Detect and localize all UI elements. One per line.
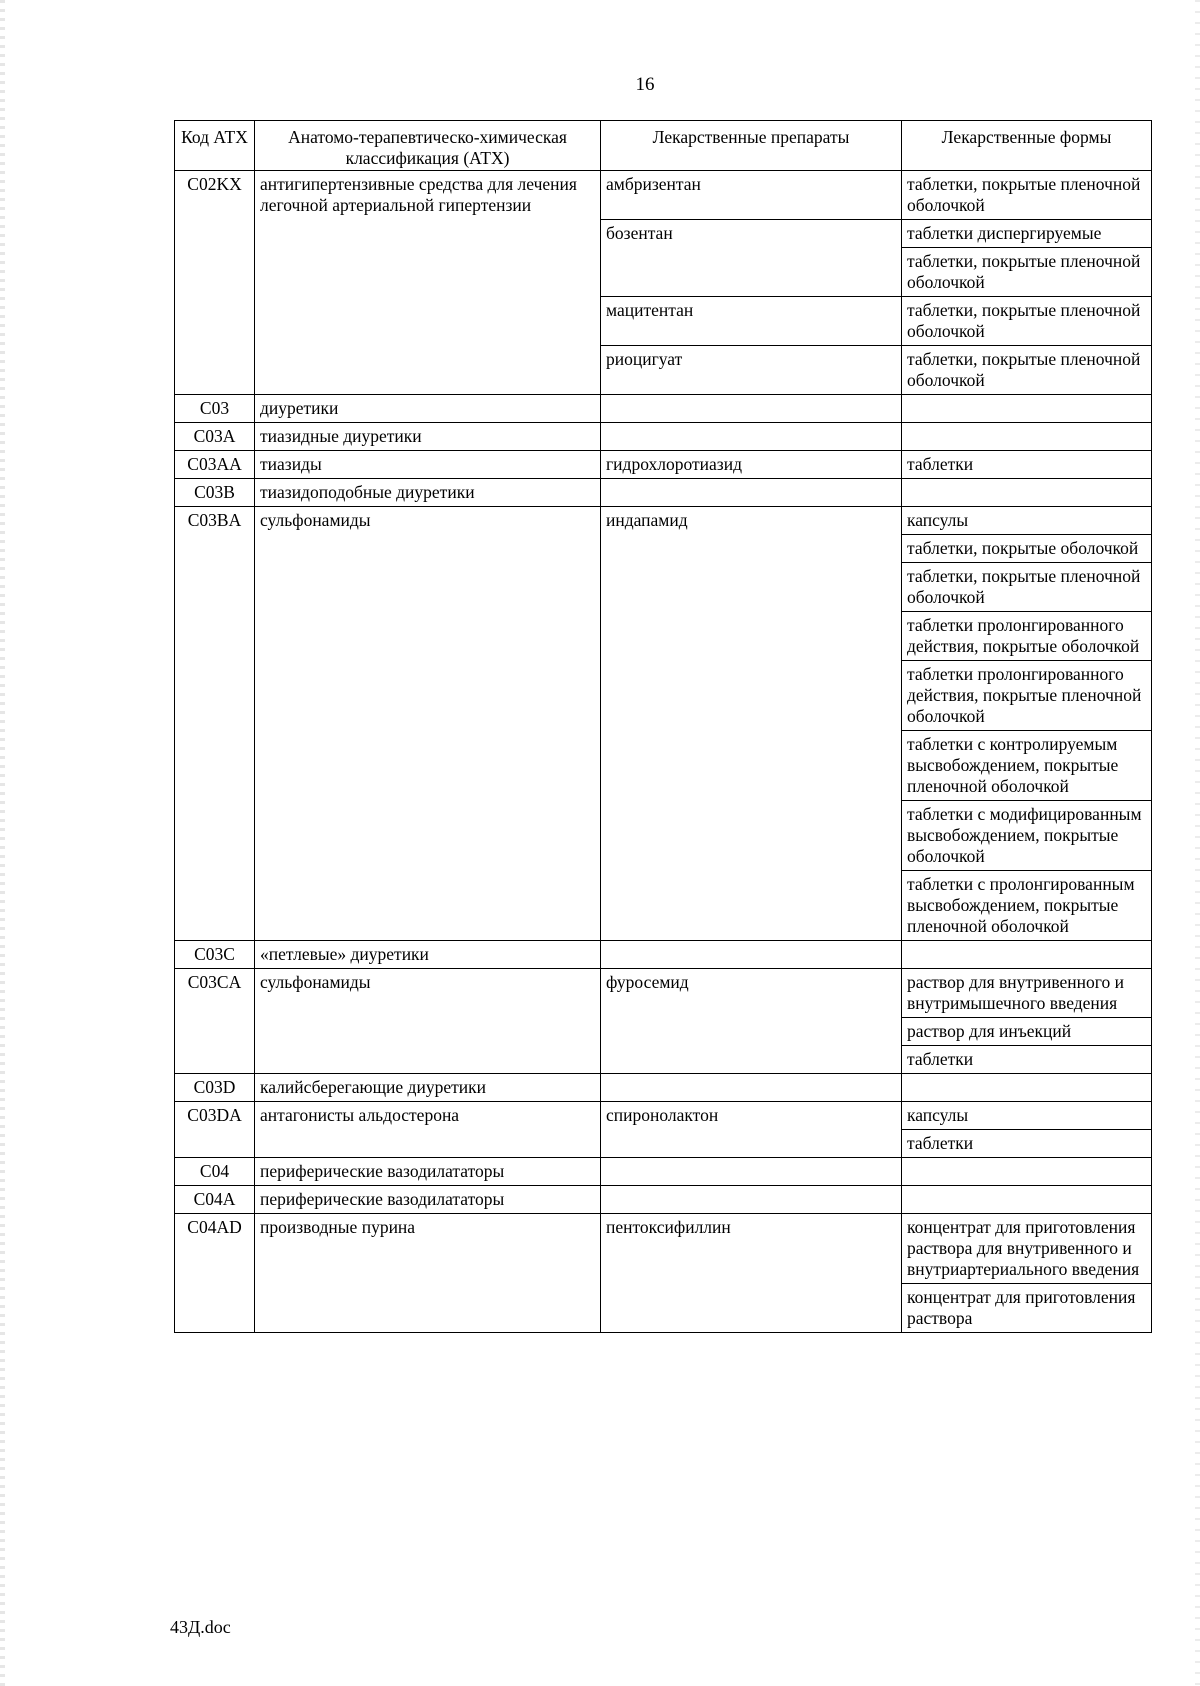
drug-name: индапамид [601, 507, 902, 941]
dosage-form-empty [902, 1186, 1152, 1214]
atx-classification: диуретики [255, 395, 601, 423]
dosage-form-empty [902, 423, 1152, 451]
dosage-form: таблетки, покрытые оболочкой [902, 535, 1152, 563]
table-row [175, 451, 1152, 479]
atx-classification: антагонисты альдостерона [255, 1102, 601, 1158]
header-forms: Лекарственные формы [902, 121, 1152, 171]
atx-classification: сульфонамиды [255, 507, 601, 941]
dosage-form-empty [902, 395, 1152, 423]
dosage-form: таблетки [902, 1046, 1152, 1074]
atx-classification: тиазидные диуретики [255, 423, 601, 451]
drug-name: амбризентан [601, 171, 902, 220]
dosage-form: таблетки с пролонгированным высвобождением, покрытые пленочной оболочкой [902, 871, 1152, 941]
dosage-form: таблетки, покрытые пленочной оболочкой [902, 171, 1152, 220]
dosage-form: таблетки, покрытые пленочной оболочкой [902, 563, 1152, 612]
atx-code: C03DA [175, 1102, 255, 1158]
atx-code: C03C [175, 941, 255, 969]
atx-code: C02KX [175, 171, 255, 395]
header-classification: Анатомо-терапевтическо-химическая классификация (АТХ) [255, 121, 601, 171]
drug-name: риоцигуат [601, 346, 902, 395]
dosage-form: капсулы [902, 1102, 1152, 1130]
atx-code: C03 [175, 395, 255, 423]
drug-name-empty [601, 423, 902, 451]
table-row [175, 1186, 1152, 1214]
atx-classification: периферические вазодилататоры [255, 1158, 601, 1186]
drug-name-empty [601, 941, 902, 969]
table-row [175, 423, 1152, 451]
header-drugs: Лекарственные препараты [601, 121, 902, 171]
atx-classification: антигипертензивные средства для лечения легочной артериальной гипертензии [255, 171, 601, 395]
page-number: 16 [635, 74, 655, 95]
table-row [175, 507, 1152, 535]
drug-name: гидрохлоротиазид [601, 451, 902, 479]
table-row [175, 1158, 1152, 1186]
atx-classification: сульфонамиды [255, 969, 601, 1074]
drug-name-empty [601, 395, 902, 423]
dosage-form: таблетки пролонгированного действия, покрытые пленочной оболочкой [902, 661, 1152, 731]
atx-classification: тиазидоподобные диуретики [255, 479, 601, 507]
dosage-form: раствор для инъекций [902, 1018, 1152, 1046]
atx-code: C03D [175, 1074, 255, 1102]
drug-name-empty [601, 1158, 902, 1186]
atx-classification: тиазиды [255, 451, 601, 479]
table-body [175, 171, 1152, 1333]
dosage-form: таблетки с контролируемым высвобождением, покрытые пленочной оболочкой [902, 731, 1152, 801]
dosage-form: таблетки [902, 1130, 1152, 1158]
drug-name: спиронолактон [601, 1102, 902, 1158]
dosage-form: концентрат для приготовления раствора [902, 1284, 1152, 1333]
dosage-form-empty [902, 941, 1152, 969]
atx-classification: калийсберегающие диуретики [255, 1074, 601, 1102]
dosage-form: таблетки [902, 451, 1152, 479]
table-row [175, 171, 1152, 220]
atx-code: C03A [175, 423, 255, 451]
atx-code: C04 [175, 1158, 255, 1186]
dosage-form: таблетки, покрытые пленочной оболочкой [902, 346, 1152, 395]
table-row [175, 969, 1152, 1018]
dosage-form: концентрат для приготовления раствора для внутривенного и внутриартериального введения [902, 1214, 1152, 1284]
dosage-form: таблетки, покрытые пленочной оболочкой [902, 297, 1152, 346]
atx-code: C03AA [175, 451, 255, 479]
dosage-form-empty [902, 1074, 1152, 1102]
drug-name: бозентан [601, 220, 902, 297]
table-header-row [175, 121, 1152, 171]
drug-name-empty [601, 1186, 902, 1214]
dosage-form: раствор для внутривенного и внутримышечного введения [902, 969, 1152, 1018]
atx-code: C03CA [175, 969, 255, 1074]
atx-table [174, 120, 1152, 1333]
atx-code: C04AD [175, 1214, 255, 1333]
dosage-form: таблетки пролонгированного действия, покрытые оболочкой [902, 612, 1152, 661]
header-code: Код АТХ [175, 121, 255, 171]
dosage-form: таблетки диспергируемые [902, 220, 1152, 248]
table-row [175, 1214, 1152, 1284]
drug-name: фуросемид [601, 969, 902, 1074]
footer-filename: 43Д.doc [170, 1617, 231, 1637]
dosage-form: капсулы [902, 507, 1152, 535]
scan-edge-right [1195, 0, 1200, 1686]
table-row [175, 479, 1152, 507]
atx-code: C03B [175, 479, 255, 507]
atx-code: C03BA [175, 507, 255, 941]
drug-name-empty [601, 1074, 902, 1102]
atx-classification: «петлевые» диуретики [255, 941, 601, 969]
table-row [175, 1074, 1152, 1102]
drug-name-empty [601, 479, 902, 507]
table-row [175, 1102, 1152, 1130]
atx-classification: периферические вазодилататоры [255, 1186, 601, 1214]
scan-edge-left [0, 0, 5, 1686]
atx-classification: производные пурина [255, 1214, 601, 1333]
atx-code: C04A [175, 1186, 255, 1214]
drug-name: пентоксифиллин [601, 1214, 902, 1333]
dosage-form: таблетки, покрытые пленочной оболочкой [902, 248, 1152, 297]
dosage-form: таблетки с модифицированным высвобождением, покрытые оболочкой [902, 801, 1152, 871]
dosage-form-empty [902, 479, 1152, 507]
dosage-form-empty [902, 1158, 1152, 1186]
drug-name: мацитентан [601, 297, 902, 346]
table-row [175, 395, 1152, 423]
table-row [175, 941, 1152, 969]
